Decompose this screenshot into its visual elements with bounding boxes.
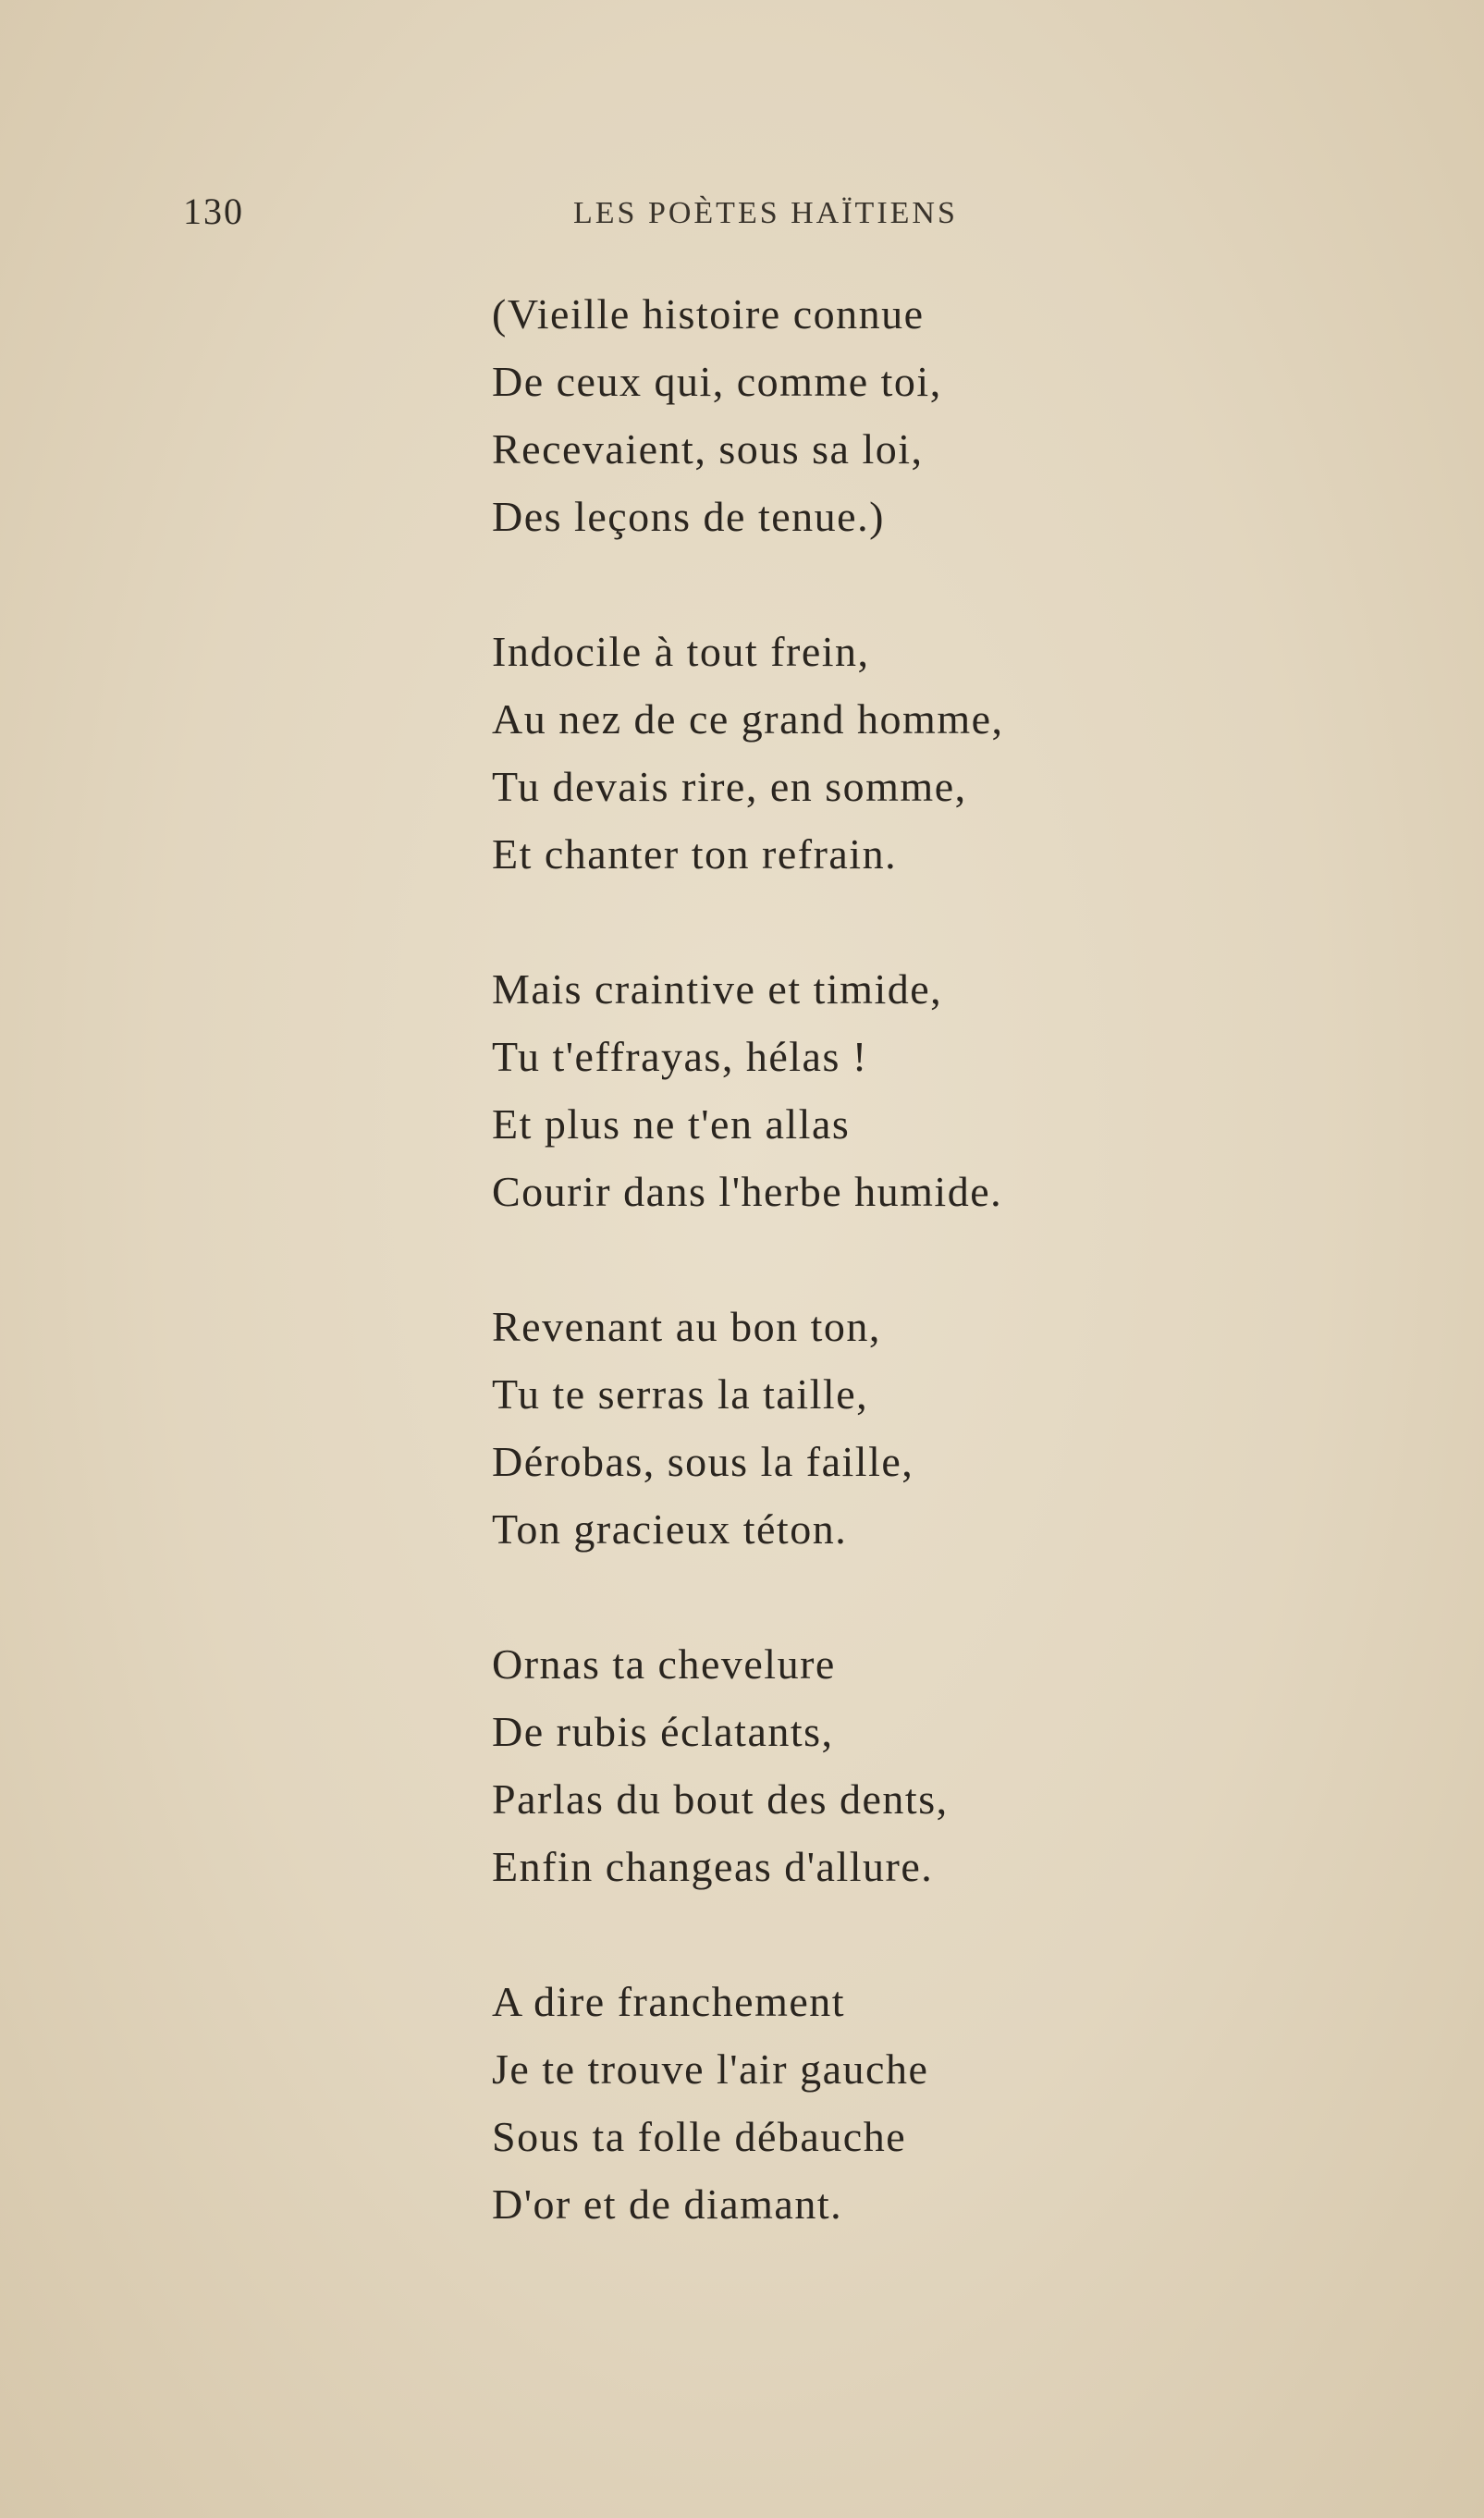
verse-line: Sous ta folle débauche — [492, 2113, 907, 2160]
verse-line: (Vieille histoire connue — [492, 290, 925, 338]
stanza — [492, 280, 1324, 550]
verse-line: Tu t'effrayas, hélas ! — [492, 1033, 868, 1080]
verse-line: Ton gracieux téton. — [492, 1505, 848, 1553]
verse-line: Recevaient, sous sa loi, — [492, 425, 924, 473]
poem — [492, 280, 1324, 2238]
verse-line: Des leçons de tenue.) — [492, 493, 885, 540]
stanza — [492, 955, 1324, 1225]
verse-line: Courir dans l'herbe humide. — [492, 1168, 1003, 1215]
verse-line: Dérobas, sous la faille, — [492, 1438, 914, 1485]
verse-line: De ceux qui, comme toi, — [492, 358, 942, 405]
verse-line: Tu te serras la taille, — [492, 1370, 869, 1418]
stanza — [492, 618, 1324, 888]
stanza — [492, 1968, 1324, 2238]
page-number: 130 — [183, 190, 244, 232]
verse-line: Indocile à tout frein, — [492, 628, 870, 675]
verse-line: Et plus ne t'en allas — [492, 1100, 851, 1148]
verse-line: Ornas ta chevelure — [492, 1640, 836, 1688]
verse-line: Et chanter ton refrain. — [492, 830, 898, 878]
verse-line: Enfin changeas d'allure. — [492, 1843, 934, 1890]
verse-line: Mais craintive et timide, — [492, 965, 943, 1013]
running-title: LES POÈTES HAÏTIENS — [573, 196, 958, 230]
verse-line: Revenant au bon ton, — [492, 1303, 881, 1350]
verse-line: Tu devais rire, en somme, — [492, 763, 967, 810]
verse-line: Au nez de ce grand homme, — [492, 695, 1004, 743]
stanza — [492, 1630, 1324, 1900]
verse-line: Je te trouve l'air gauche — [492, 2045, 929, 2093]
verse-line: De rubis éclatants, — [492, 1708, 834, 1755]
verse-line: Parlas du bout des dents, — [492, 1775, 949, 1823]
stanza — [492, 1293, 1324, 1563]
verse-line: D'or et de diamant. — [492, 2180, 843, 2228]
verse-line: A dire franchement — [492, 1978, 846, 2025]
